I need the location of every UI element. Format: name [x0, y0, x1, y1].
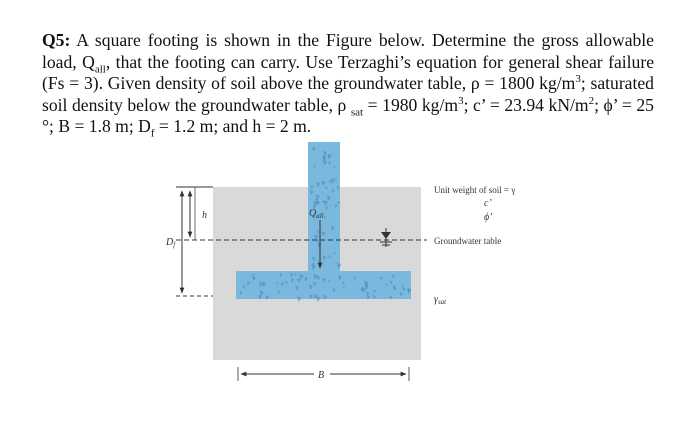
- problem-text-1: A square footing is shown in the Figure below. Determine the gross allowable load, Q: [42, 30, 654, 72]
- problem-text-4: = 1980 kg/m: [363, 94, 459, 115]
- problem-text-5: ; c’ = 23.94 kN/m: [463, 94, 589, 115]
- dimension-h: [190, 187, 207, 240]
- unit-superscript-1: 3: [575, 73, 581, 86]
- label-b: B: [318, 370, 325, 381]
- dimension-b: [238, 367, 409, 381]
- label-unit-weight: Unit weight of soil = γ: [434, 185, 516, 195]
- label-phi: ϕ’: [484, 212, 493, 223]
- label-c: c’: [484, 198, 492, 209]
- df-subscript: f: [150, 127, 155, 140]
- unit-superscript-2: 3: [458, 94, 464, 107]
- rho-sat-subscript: sat: [350, 106, 364, 119]
- label-gamma-sat: $\gamma_{sat}$: [434, 294, 447, 306]
- q-all-subscript: all: [94, 63, 106, 76]
- label-q-all: $Q_{all}$: [309, 208, 324, 220]
- problem-text-3: ; saturated soil density below the groundwater table, ρ: [42, 73, 654, 115]
- label-groundwater-table: Groundwater table: [434, 236, 502, 246]
- label-h: h: [202, 210, 207, 221]
- question-number: Q5:: [42, 30, 71, 50]
- label-df: $D_f$: [166, 237, 176, 249]
- unit-superscript-3: 2: [588, 94, 595, 107]
- problem-text-7: = 1.2 m; and h = 2 m.: [154, 116, 312, 136]
- problem-text-6: ; ϕ’ = 25 °; B = 1.8 m; D: [42, 94, 654, 136]
- problem-text-2: , that the footing can carry. Use Terzaghi’s equation for general shear failure (Fs = 3). Given density of soil above the groundwater table, ρ = 1800 kg/m: [42, 51, 655, 93]
- dimension-df: [165, 191, 213, 296]
